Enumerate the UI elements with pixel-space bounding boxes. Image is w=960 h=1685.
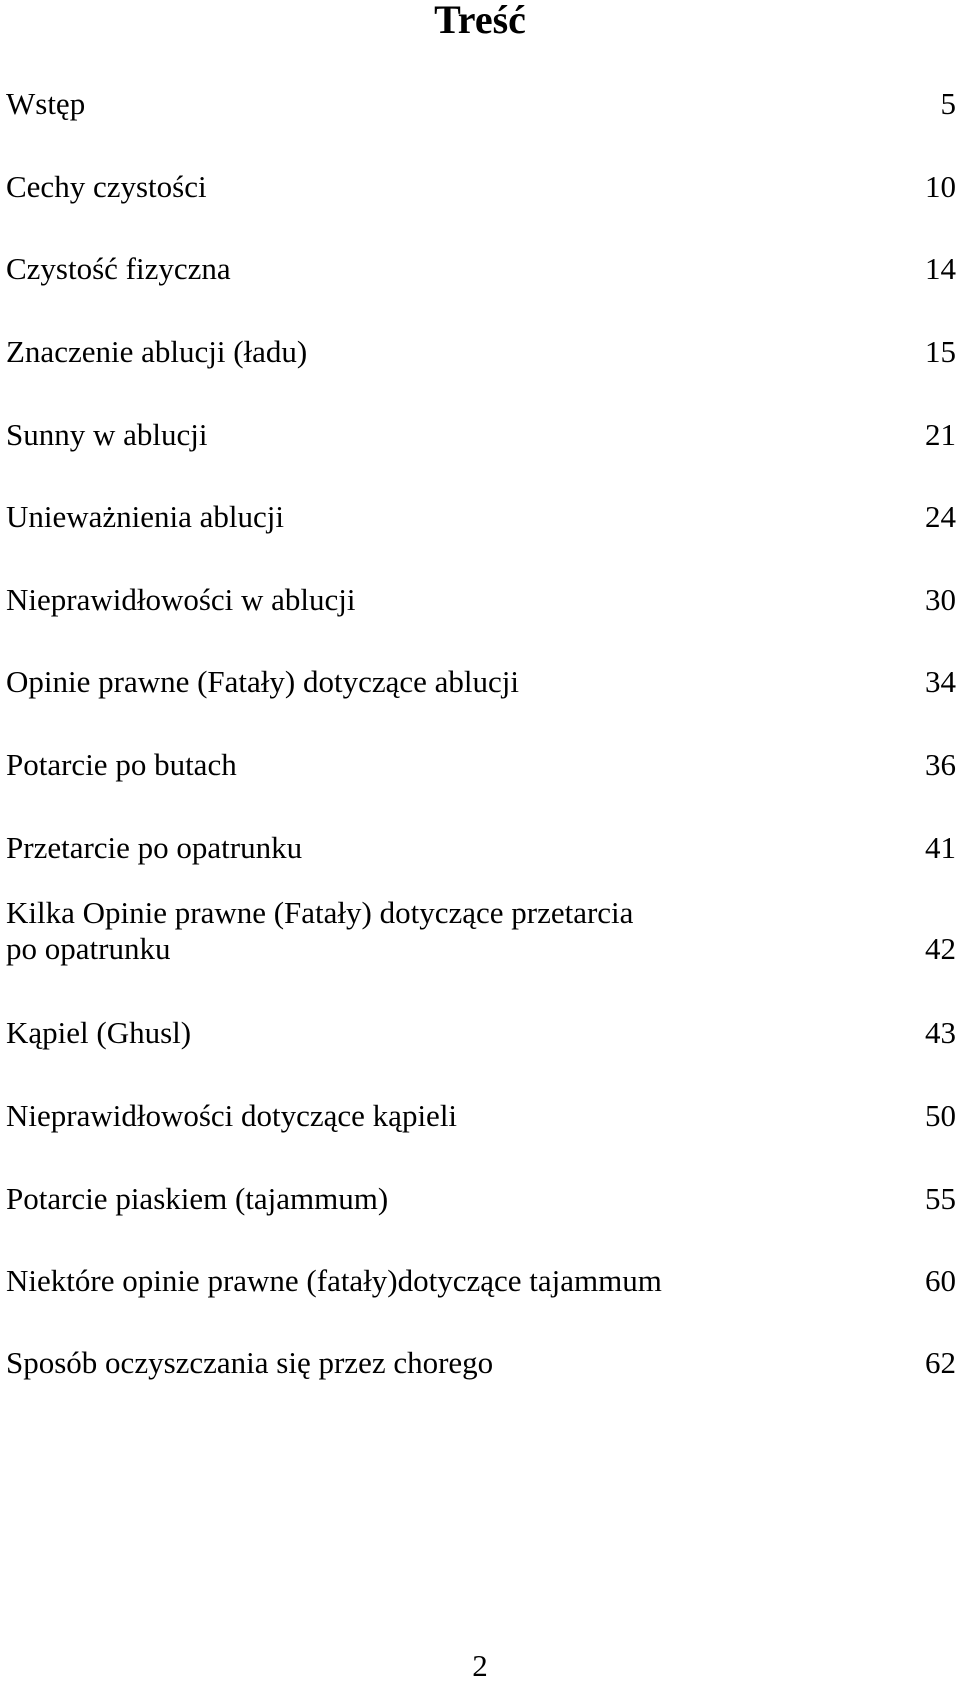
toc-entry-page: 15 — [925, 334, 956, 369]
toc-entry-title: Opinie prawne (Fatały) dotyczące ablucji — [6, 664, 519, 699]
toc-entry-title: Sposób oczyszczania się przez chorego — [6, 1345, 494, 1380]
toc-entry — [6, 169, 956, 205]
toc-entry-title: Wstęp — [6, 86, 86, 121]
toc-entry-page: 62 — [925, 1345, 956, 1380]
toc-entry-page: 14 — [925, 251, 956, 286]
toc-entry — [6, 747, 956, 783]
toc-entry-title: Nieprawidłowości dotyczące kąpieli — [6, 1098, 458, 1133]
toc-entry-page: 30 — [925, 582, 956, 617]
toc-entry — [6, 1098, 956, 1134]
toc-entry-page: 10 — [925, 169, 956, 204]
toc-entry-page: 55 — [925, 1181, 956, 1216]
toc-entry-title: Cechy czystości — [6, 169, 207, 204]
page-number: 2 — [472, 1648, 488, 1683]
page-title: Treść — [434, 0, 526, 42]
toc-entry — [6, 664, 956, 700]
toc-entry — [6, 251, 956, 287]
toc-entry — [6, 1181, 956, 1217]
toc-entry-title: Potarcie po butach — [6, 747, 237, 782]
toc-entry-title: Nieprawidłowości w ablucji — [6, 582, 356, 617]
toc-entry — [6, 334, 956, 370]
toc-entry — [6, 895, 956, 967]
toc-entry-page: 24 — [925, 499, 956, 534]
toc-entry-page: 5 — [940, 86, 956, 121]
toc-entry-title: Czystość fizyczna — [6, 251, 231, 286]
toc-entry — [6, 417, 956, 453]
toc-entry-title: Unieważnienia ablucji — [6, 499, 285, 534]
toc-entry-page: 50 — [925, 1098, 956, 1133]
toc-entry-title: Kąpiel (Ghusl) — [6, 1015, 192, 1050]
toc-entry-page: 41 — [925, 830, 956, 865]
toc-entry-page: 42 — [925, 931, 956, 966]
toc-entry-title: Przetarcie po opatrunku — [6, 830, 303, 865]
toc-entry-page: 21 — [925, 417, 956, 452]
toc-entry-page: 34 — [925, 664, 956, 699]
toc-entry-title: Sunny w ablucji — [6, 417, 208, 452]
toc-entry — [6, 1263, 956, 1299]
toc-entry — [6, 499, 956, 535]
toc-entry — [6, 86, 956, 122]
toc-entry-title: Niektóre opinie prawne (fatały)dotyczące tajammum — [6, 1263, 662, 1298]
toc-entry — [6, 582, 956, 618]
toc-entry-title: Znaczenie ablucji (ładu) — [6, 334, 308, 369]
toc-entry-page: 36 — [925, 747, 956, 782]
toc-entry-page: 43 — [925, 1015, 956, 1050]
toc-entry — [6, 830, 956, 866]
toc-entry-title: Kilka Opinie prawne (Fatały) dotyczące przetarcia po opatrunku — [6, 895, 634, 966]
toc-entry-page: 60 — [925, 1263, 956, 1298]
toc-entry — [6, 1345, 956, 1381]
toc-entry-title: Potarcie piaskiem (tajammum) — [6, 1181, 389, 1216]
toc-entry — [6, 1015, 956, 1051]
